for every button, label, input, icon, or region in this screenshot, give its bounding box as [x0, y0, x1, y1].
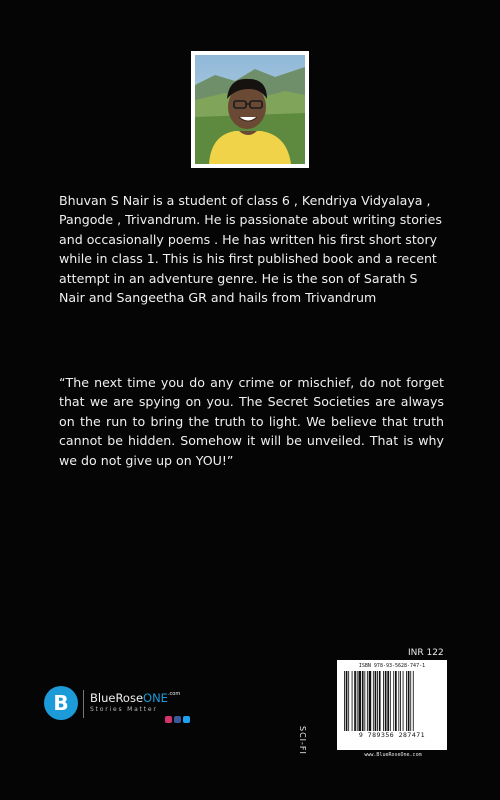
isbn-digits: 9 789356 287471 — [358, 731, 426, 739]
publisher-logo-icon — [44, 686, 78, 720]
logo-divider — [83, 690, 84, 718]
author-portrait-image — [195, 55, 305, 164]
author-photo — [191, 51, 309, 168]
barcode-bars — [342, 671, 442, 731]
book-quote: “The next time you do any crime or mischief, do not forget that we are spying on you. The Secret Societies are always on the run to bring the truth to light. We believe that truth cannot be hidden. Somehow it will be unveiled. That is why we do not give up on YOU!” — [59, 375, 444, 468]
author-bio: Bhuvan S Nair is a student of class 6 , Kendriya Vidyalaya , Pangode , Trivandrum. He is passionate about writing stories and occasionally poems . He has written his first short story while in class 1. This is his first published book and a recent attempt in an adventure genre. He is the son of Sarath S Nair and Sangeetha GR and hails from Trivandrum — [59, 193, 442, 306]
social-icons — [165, 716, 190, 723]
publisher-name-part1: BlueRose — [90, 691, 144, 705]
logo-letter: B — [53, 691, 69, 715]
publisher-name — [90, 691, 180, 705]
price-label: INR 122 — [408, 648, 444, 658]
genre-label: SCI-FI — [298, 726, 307, 755]
publisher-name-part2: ONE — [143, 691, 168, 705]
isbn-label: ISBN 978-93-5628-747-1 — [358, 663, 426, 669]
instagram-icon — [165, 716, 172, 723]
publisher-tagline: Stories Matter — [90, 706, 158, 713]
twitter-icon — [183, 716, 190, 723]
publisher-name-suffix: .com — [167, 691, 181, 697]
publisher-url: www.BlueRoseOne.com — [364, 752, 422, 758]
facebook-icon — [174, 716, 181, 723]
isbn-barcode — [337, 660, 447, 750]
